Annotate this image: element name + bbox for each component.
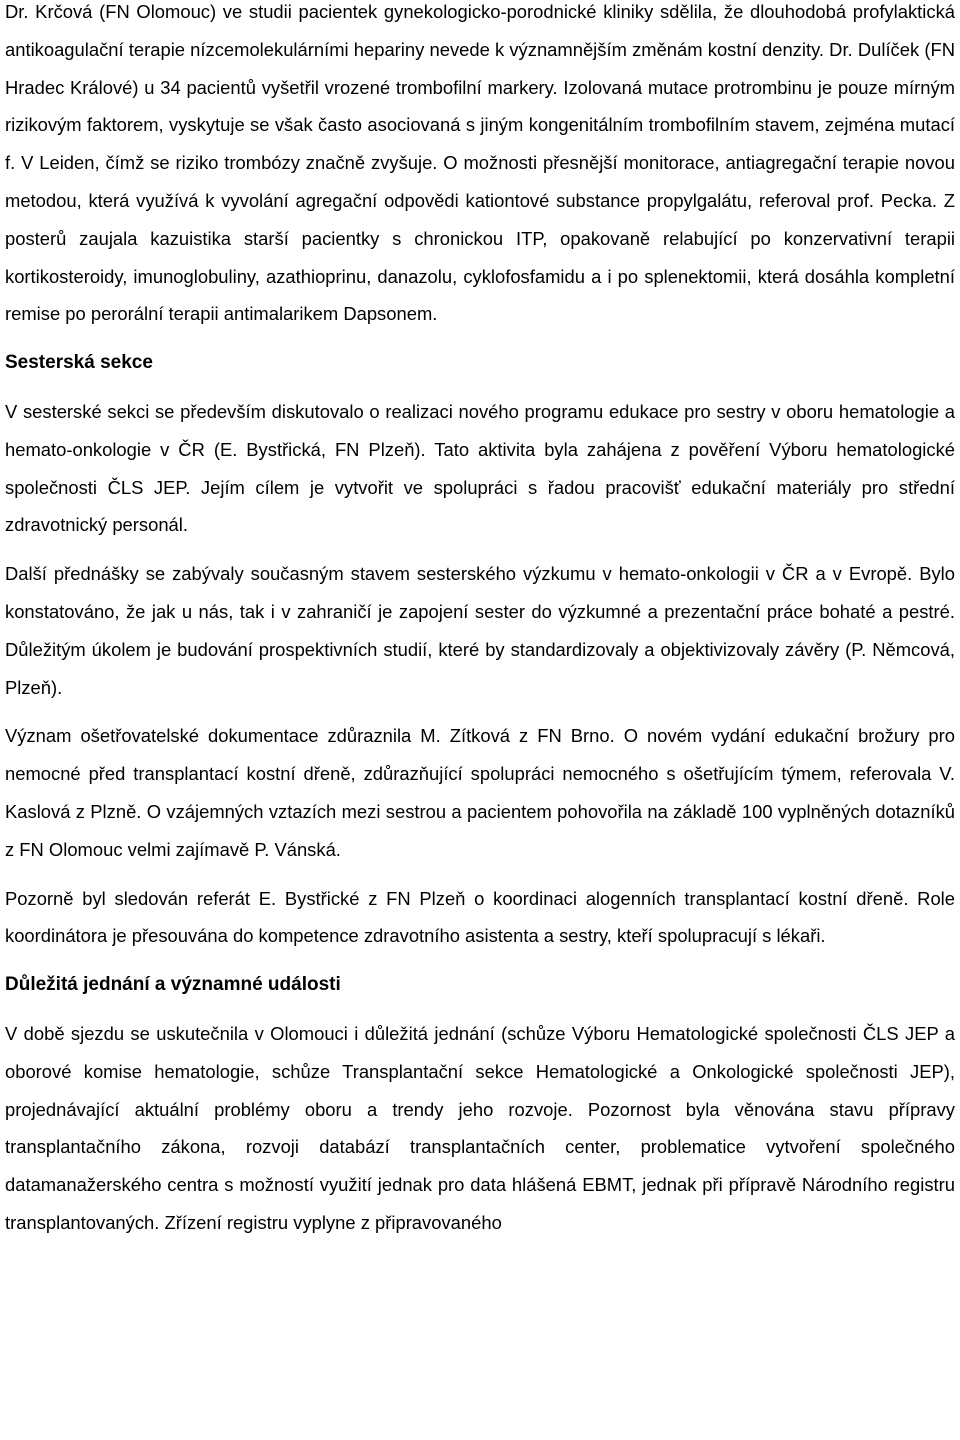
heading-important-meetings: Důležitá jednání a významné události: [5, 974, 341, 996]
paragraph-conference-studies: Dr. Krčová (FN Olomouc) ve studii pacientek gynekologicko-porodnické kliniky sdělila, že dlouhodobá profylaktická antikoagulační terapie nízcemolekulárními hepariny nevede k významnějším změnám kostní denzity. Dr. Dulíček (FN Hradec Králové) u 34 pacientů vyšetřil vrozené trombofilní markery. Izolovaná mutace protrombinu je pouze mírným rizikovým faktorem, vyskytuje se však často asociovaná s jiným kongenitálním trombofilním stavem, zejména mutací f. V Leiden, čímž se riziko trombózy značně zvyšuje. O možnosti přesnější monitorace, antiagregační terapie novou metodou, která využívá k vyvolání agregační odpovědi kationtové substance propylgalátu, referoval prof. Pecka. Z posterů zaujala kazuistika starší pacientky s chronickou ITP, opakovaně relabující po konzervativní terapii kortikosteroidy, imunoglobuliny, azathioprinu, danazolu, cyklofosfamidu a i po splenektomii, která dosáhla kompletní remise po perorální terapii antimalarikem Dapsonem.: [5, 1, 955, 325]
heading-nursing-section: Sesterská sekce: [5, 352, 153, 374]
paragraph-nursing-education: V sesterské sekci se především diskutovalo o realizaci nového programu edukace pro sestry v oboru hematologie a hemato-onkologie v ČR (E. Bystřická, FN Plzeň). Tato aktivita byla zahájena z pověření Výboru hematologické společnosti ČLS JEP. Jejím cílem je vytvořit ve spolupráci s řadou pracovišť edukační materiály pro střední zdravotnický personál.: [5, 400, 955, 536]
paragraph-nursing-research: Další přednášky se zabývaly současným stavem sesterského výzkumu v hemato-onkologii v ČR a v Evropě. Bylo konstatováno, že jak u nás, tak i v zahraničí je zapojení sester do výzkumné a prezentační práce bohaté a pestré. Důležitým úkolem je budování prospektivních studií, které by standardizovaly a objektivizovaly závěry (P. Němcová, Plzeň).: [5, 563, 955, 698]
paragraph-meetings-events: V době sjezdu se uskutečnila v Olomouci i důležitá jednání (schůze Výboru Hematologické společnosti ČLS JEP a oborové komise hematologie, schůze Transplantační sekce Hematologické a Onkologické společnosti JEP), projednávající aktuální problémy oboru a trendy jeho rozvoje. Pozornost byla věnována stavu přípravy transplantačního zákona, rozvoji databází transplantačních center, problematice vytvoření společného datamanažerského centra s možností využití jednak pro data hlášená EBMT, jednak při přípravě Národního registru transplantovaných. Zřízení registru vyplyne z připravovaného: [5, 1022, 955, 1233]
paragraph-transplant-coordination: Pozorně byl sledován referát E. Bystřické z FN Plzeň o koordinaci alogenních transplantací kostní dřeně. Role koordinátora je přesouvána do kompetence zdravotního asistenta a sestry, kteří spolupracují s lékaři.: [5, 887, 955, 947]
paragraph-nursing-documentation: Význam ošetřovatelské dokumentace zdůraznila M. Zítková z FN Brno. O novém vydání edukační brožury pro nemocné před transplantací kostní dřeně, zdůrazňující spolupráci nemocného s ošetřujícím týmem, referovala V. Kaslová z Plzně. O vzájemných vztazích mezi sestrou a pacientem pohovořila na základě 100 vyplněných dotazníků z FN Olomouc velmi zajímavě P. Vánská.: [5, 725, 955, 860]
